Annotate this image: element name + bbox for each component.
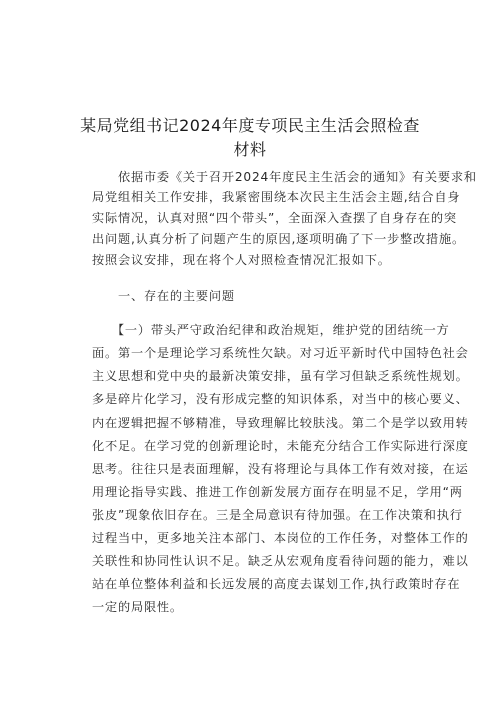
body-line-4: 多是碎片化学习，没有形成完整的知识体系，对当中的核心要义、 — [92, 392, 469, 406]
body-line-7: 思考。往往只是表面理解，没有将理论与具体工作有效对接，在运 — [92, 462, 469, 476]
body-line-1: 【一）带头严守政治纪律和政治规矩，维护党的团结统一方 — [92, 323, 450, 337]
body-line-8: 用理论指导实践、推进工作创新发展方面存在明显不足，学用“两 — [92, 485, 463, 499]
body-line-2: 面。第一个是理论学习系统性欠缺。对习近平新时代中国特色社会 — [92, 346, 469, 360]
body-line-10: 过程当中，更多地关注本部门、本岗位的工作任务，对整体工作的 — [92, 531, 469, 545]
intro-line-3: 实际情况，认真对照“四个带头”，全面深入查摆了自身存在的突 — [92, 211, 457, 225]
intro-line-4: 出问题,认真分析了问题产生的原因,逐项明确了下一步整改措施。 — [92, 232, 465, 246]
intro-line-1: 依据市委《关于召开2024年度民主生活会的通知》有关要求和 — [92, 170, 477, 184]
body-line-9: 张皮”现象依旧存在。三是全局意识有待加强。在工作决策和执行 — [92, 508, 463, 522]
document-title-line-1: 某局党组书记2024年度专项民主生活会照检查 — [80, 116, 420, 135]
body-line-5: 内在逻辑把握不够精准，导致理解比较肤浅。第二个是学以致用转 — [92, 416, 469, 430]
body-line-3: 主义思想和党中央的最新决策安排，虽有学习但缺乏系统性规划。 — [92, 369, 469, 383]
body-line-13: 一定的局限性。 — [92, 600, 183, 614]
section-heading: 一、存在的主要问题 — [92, 289, 235, 303]
document-title-line-2: 材料 — [233, 140, 267, 159]
body-line-6: 化不足。在学习党的创新理论时，未能充分结合工作实际进行深度 — [92, 439, 469, 453]
body-line-11: 关联性和协同性认识不足。缺乏从宏观角度看待问题的能力，难以 — [92, 554, 469, 568]
intro-line-2: 局党组相关工作安排，我紧密围绕本次民主生活会主题,结合自身 — [92, 190, 461, 204]
intro-line-5: 按照会议安排，现在将个人对照检查情况汇报如下。 — [92, 253, 391, 267]
body-line-12: 站在单位整体利益和长远发展的高度去谋划工作,执行政策时存在 — [92, 577, 461, 591]
